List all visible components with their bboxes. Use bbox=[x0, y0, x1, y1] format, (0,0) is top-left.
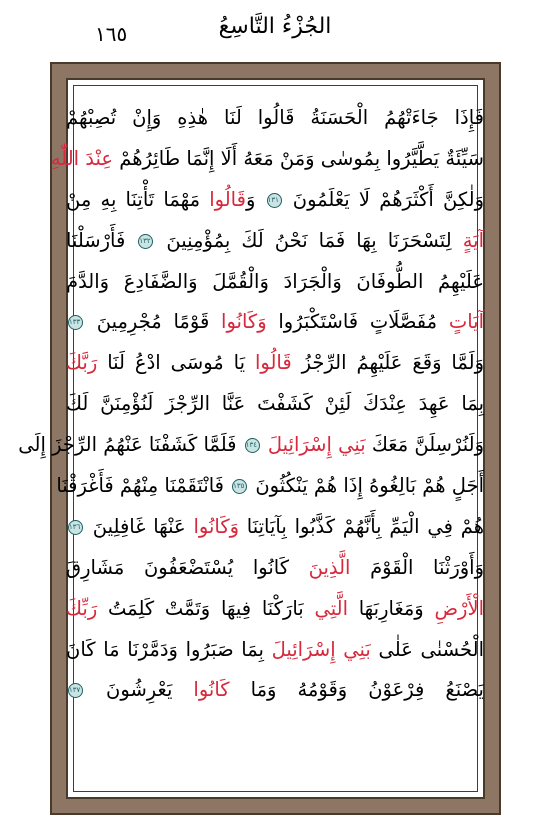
quran-text-block bbox=[18, 98, 485, 711]
verse-text: يَصْنَعُ فِرْعَوْنُ وَقَوْمُهُ وَمَا bbox=[229, 678, 484, 702]
text-line bbox=[66, 180, 484, 221]
text-line bbox=[66, 507, 484, 548]
highlighted-word: قَالُوا bbox=[209, 187, 246, 211]
verse-text: فَأَرْسَلْنَا bbox=[66, 228, 137, 252]
highlighted-word: رَبِّكَ bbox=[66, 596, 98, 620]
verse-end-marker: ١٣٢ bbox=[138, 234, 153, 249]
juz-title: الجُزْءُ التَّاسِعُ bbox=[218, 14, 332, 39]
text-line bbox=[66, 262, 484, 303]
text-line bbox=[66, 589, 484, 630]
verse-text: سَيِّئَةٌ يَطَّيَّرُوا بِمُوسٰى وَمَنْ مَعَهُ أَلَا إِنَّمَا طَائِرُهُمْ bbox=[113, 146, 484, 170]
verse-text: وَأَوْرَثْنَا الْقَوْمَ bbox=[350, 555, 484, 579]
verse-text: مَهْمَا تَأْتِنَا بِهِ مِنْ bbox=[66, 187, 210, 211]
verse-text: بِمَا صَبَرُوا وَدَمَّرْنَا مَا كَانَ bbox=[66, 637, 272, 661]
text-line bbox=[66, 670, 484, 711]
highlighted-word: كَانُوا bbox=[193, 678, 230, 702]
verse-text: فَإِذَا جَاءَتْهُمُ الْحَسَنَةُ قَالُوا لَنَا هٰذِهِ وَإِنْ تُصِبْهُمْ bbox=[66, 106, 484, 129]
verse-text: لِتَسْحَرَنَا بِهَا فَمَا نَحْنُ لَكَ بِمُؤْمِنِينَ bbox=[155, 228, 463, 252]
verse-text: فَلَمَّا كَشَفْنَا عَنْهُمُ الرِّجْزَ إِلَى bbox=[18, 433, 243, 457]
verse-end-marker: ١٣٥ bbox=[232, 479, 247, 494]
verse-text: قَوْمًا مُجْرِمِينَ bbox=[85, 310, 222, 334]
verse-text: بَارَكْنَا فِيهَا وَتَمَّتْ كَلِمَتُ bbox=[97, 596, 315, 620]
verse-end-marker: ١٣٦ bbox=[68, 520, 83, 535]
text-line bbox=[66, 343, 484, 384]
highlighted-word: رَبَّكَ bbox=[66, 351, 98, 375]
verse-text: وَمَغَارِبَهَا bbox=[347, 596, 435, 620]
text-line bbox=[56, 466, 484, 507]
verse-end-marker: ١٣٤ bbox=[245, 438, 260, 453]
text-line bbox=[66, 98, 484, 139]
text-line bbox=[66, 548, 484, 589]
highlighted-word: قَالُوا bbox=[254, 351, 292, 375]
verse-text: أَجَلٍ هُمْ بَالِغُوهُ إِذَا هُمْ يَنْكُثُونَ bbox=[249, 474, 484, 498]
text-line bbox=[50, 139, 484, 180]
verse-text: بِمَا عَهِدَ عِنْدَكَ لَئِنْ كَشَفْتَ عَنَّا الرِّجْزَ لَنُؤْمِنَنَّ لَكَ bbox=[66, 392, 484, 416]
verse-text: عَلَيْهِمُ الطُّوفَانَ وَالْجَرَادَ وَالْقُمَّلَ وَالضَّفَادِعَ وَالدَّمَ bbox=[66, 269, 484, 293]
text-line bbox=[66, 630, 484, 671]
verse-text: وَلٰكِنَّ أَكْثَرَهُمْ لَا يَعْلَمُونَ bbox=[283, 187, 484, 211]
highlighted-word: آيَةٍ bbox=[462, 228, 485, 252]
verse-text: يَا مُوسَى ادْعُ لَنَا bbox=[97, 351, 255, 375]
verse-text: وَلَنُرْسِلَنَّ مَعَكَ bbox=[365, 433, 484, 457]
verse-text: يَعْرِشُونَ bbox=[85, 678, 194, 702]
highlighted-word: الْأَرْضِ bbox=[434, 596, 484, 620]
highlighted-word: آيَاتٍ bbox=[448, 310, 485, 334]
verse-end-marker: ١٣١ bbox=[267, 193, 282, 208]
highlighted-word: الَّذِينَ bbox=[308, 555, 351, 579]
verse-text: هُمْ فِي الْيَمِّ بِأَنَّهُمْ كَذَّبُوا بِآيَاتِنَا bbox=[239, 514, 484, 538]
verse-text: الْحُسْنٰى عَلٰى bbox=[370, 637, 484, 661]
text-line bbox=[66, 221, 484, 262]
highlighted-word: وَكَانُوا bbox=[221, 310, 267, 334]
verse-end-marker: ١٣٣ bbox=[68, 315, 83, 330]
verse-text: وَلَمَّا وَقَعَ عَلَيْهِمُ الرِّجْزُ bbox=[291, 351, 484, 375]
highlighted-word: وَكَانُوا bbox=[193, 514, 240, 538]
verse-text: فَانْتَقَمْنَا مِنْهُمْ فَأَغْرَقْنَا bbox=[56, 474, 231, 498]
text-line bbox=[66, 302, 484, 343]
highlighted-word: بَنِي إِسْرَائِيلَ bbox=[267, 433, 366, 457]
text-line bbox=[18, 425, 484, 466]
verse-text: عَنْهَا غَافِلِينَ bbox=[85, 514, 194, 538]
page-header bbox=[0, 0, 550, 64]
verse-text: مُفَصَّلَاتٍ فَاسْتَكْبَرُوا bbox=[266, 310, 449, 334]
highlighted-word: بَنِي إِسْرَائِيلَ bbox=[271, 637, 371, 661]
verse-text: كَانُوا يُسْتَضْعَفُونَ مَشَارِقَ bbox=[66, 555, 309, 579]
text-line bbox=[66, 384, 484, 425]
highlighted-word: الَّتِي bbox=[314, 596, 348, 620]
page-number: ١٦٥ bbox=[95, 22, 128, 46]
verse-end-marker: ١٣٧ bbox=[68, 683, 83, 698]
verse-text: وَ bbox=[245, 187, 265, 211]
highlighted-word: عِنْدَ اللّٰهِ bbox=[50, 146, 114, 170]
